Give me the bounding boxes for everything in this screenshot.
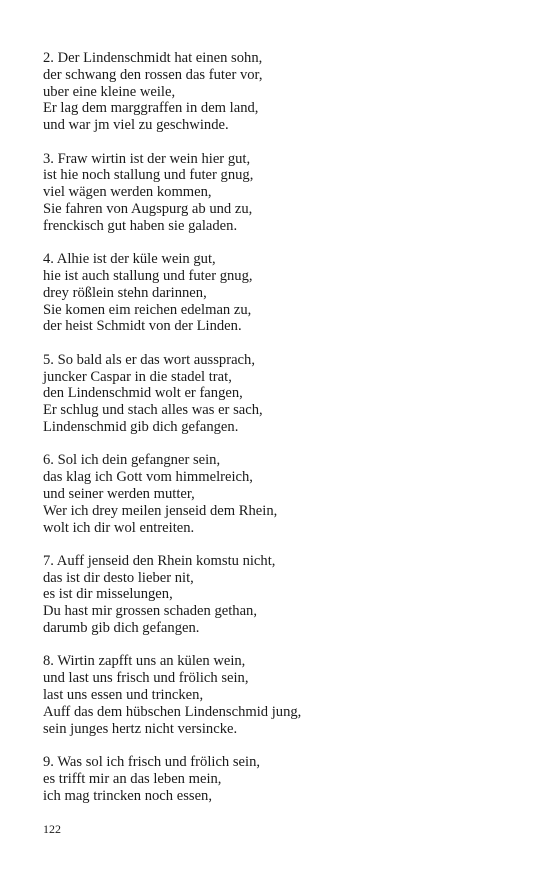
stanza: [43, 653, 523, 737]
verse-line: der heist Schmidt von der Linden.: [43, 318, 242, 335]
stanza: [43, 553, 523, 637]
page-number: 122: [43, 822, 61, 836]
verse-line: darumb gib dich gefangen.: [43, 620, 200, 637]
verse-line: Er lag dem marggraffen in dem land,: [43, 100, 259, 117]
verse-line: Sie komen eim reichen edelman zu,: [43, 301, 252, 318]
stanza: [43, 754, 523, 804]
poem-text: [43, 50, 523, 821]
verse-line: Du hast mir grossen schaden gethan,: [43, 603, 257, 620]
verse-line: last uns essen und trincken,: [43, 687, 204, 704]
verse-line: Sie fahren von Augspurg ab und zu,: [43, 200, 253, 217]
verse-line: 2. Der Lindenschmidt hat einen sohn,: [43, 50, 263, 66]
stanza: [43, 251, 523, 335]
stanza: [43, 50, 523, 134]
verse-line: 6. Sol ich dein gefangner sein,: [43, 452, 221, 469]
verse-line: es trifft mir an das leben mein,: [43, 770, 222, 787]
verse-line: 7. Auff jenseid den Rhein komstu nicht,: [43, 552, 276, 569]
verse-line: 4. Alhie ist der küle wein gut,: [43, 251, 216, 268]
verse-line: wolt ich dir wol entreiten.: [43, 519, 195, 536]
verse-line: hie ist auch stallung und futer gnug,: [43, 267, 253, 284]
verse-line: und last uns frisch und frölich sein,: [43, 670, 249, 687]
verse-line: drey rößlein stehn darinnen,: [43, 284, 207, 301]
verse-line: sein junges hertz nicht versincke.: [43, 720, 238, 737]
verse-line: Er schlug und stach alles was er sach,: [43, 402, 263, 419]
verse-line: 5. So bald als er das wort aussprach,: [43, 351, 255, 368]
verse-line: den Lindenschmid wolt er fangen,: [43, 385, 243, 402]
verse-line: Auff das dem hübschen Lindenschmid jung,: [43, 703, 302, 720]
verse-line: ist hie noch stallung und futer gnug,: [43, 167, 254, 184]
verse-line: 3. Fraw wirtin ist der wein hier gut,: [43, 150, 251, 167]
verse-line: uber eine kleine weile,: [43, 83, 176, 100]
verse-line: 8. Wirtin zapfft uns an külen wein,: [43, 653, 246, 670]
stanza: [43, 352, 523, 436]
verse-line: viel wägen werden kommen,: [43, 184, 212, 201]
verse-line: und seiner werden mutter,: [43, 485, 195, 502]
stanza: [43, 151, 523, 235]
verse-line: das ist dir desto lieber nit,: [43, 569, 194, 586]
verse-line: und war jm viel zu geschwinde.: [43, 117, 229, 134]
verse-line: der schwang den rossen das futer vor,: [43, 66, 263, 83]
verse-line: Lindenschmid gib dich gefangen.: [43, 418, 239, 435]
verse-line: das klag ich Gott vom himmelreich,: [43, 469, 253, 486]
verse-line: juncker Caspar in die stadel trat,: [43, 368, 232, 385]
verse-line: Wer ich drey meilen jenseid dem Rhein,: [43, 502, 278, 519]
verse-line: ich mag trincken noch essen,: [43, 787, 212, 804]
verse-line: es ist dir misselungen,: [43, 586, 173, 603]
stanza: [43, 452, 523, 536]
verse-line: 9. Was sol ich frisch und frölich sein,: [43, 754, 261, 771]
verse-line: frenckisch gut haben sie galaden.: [43, 217, 238, 234]
